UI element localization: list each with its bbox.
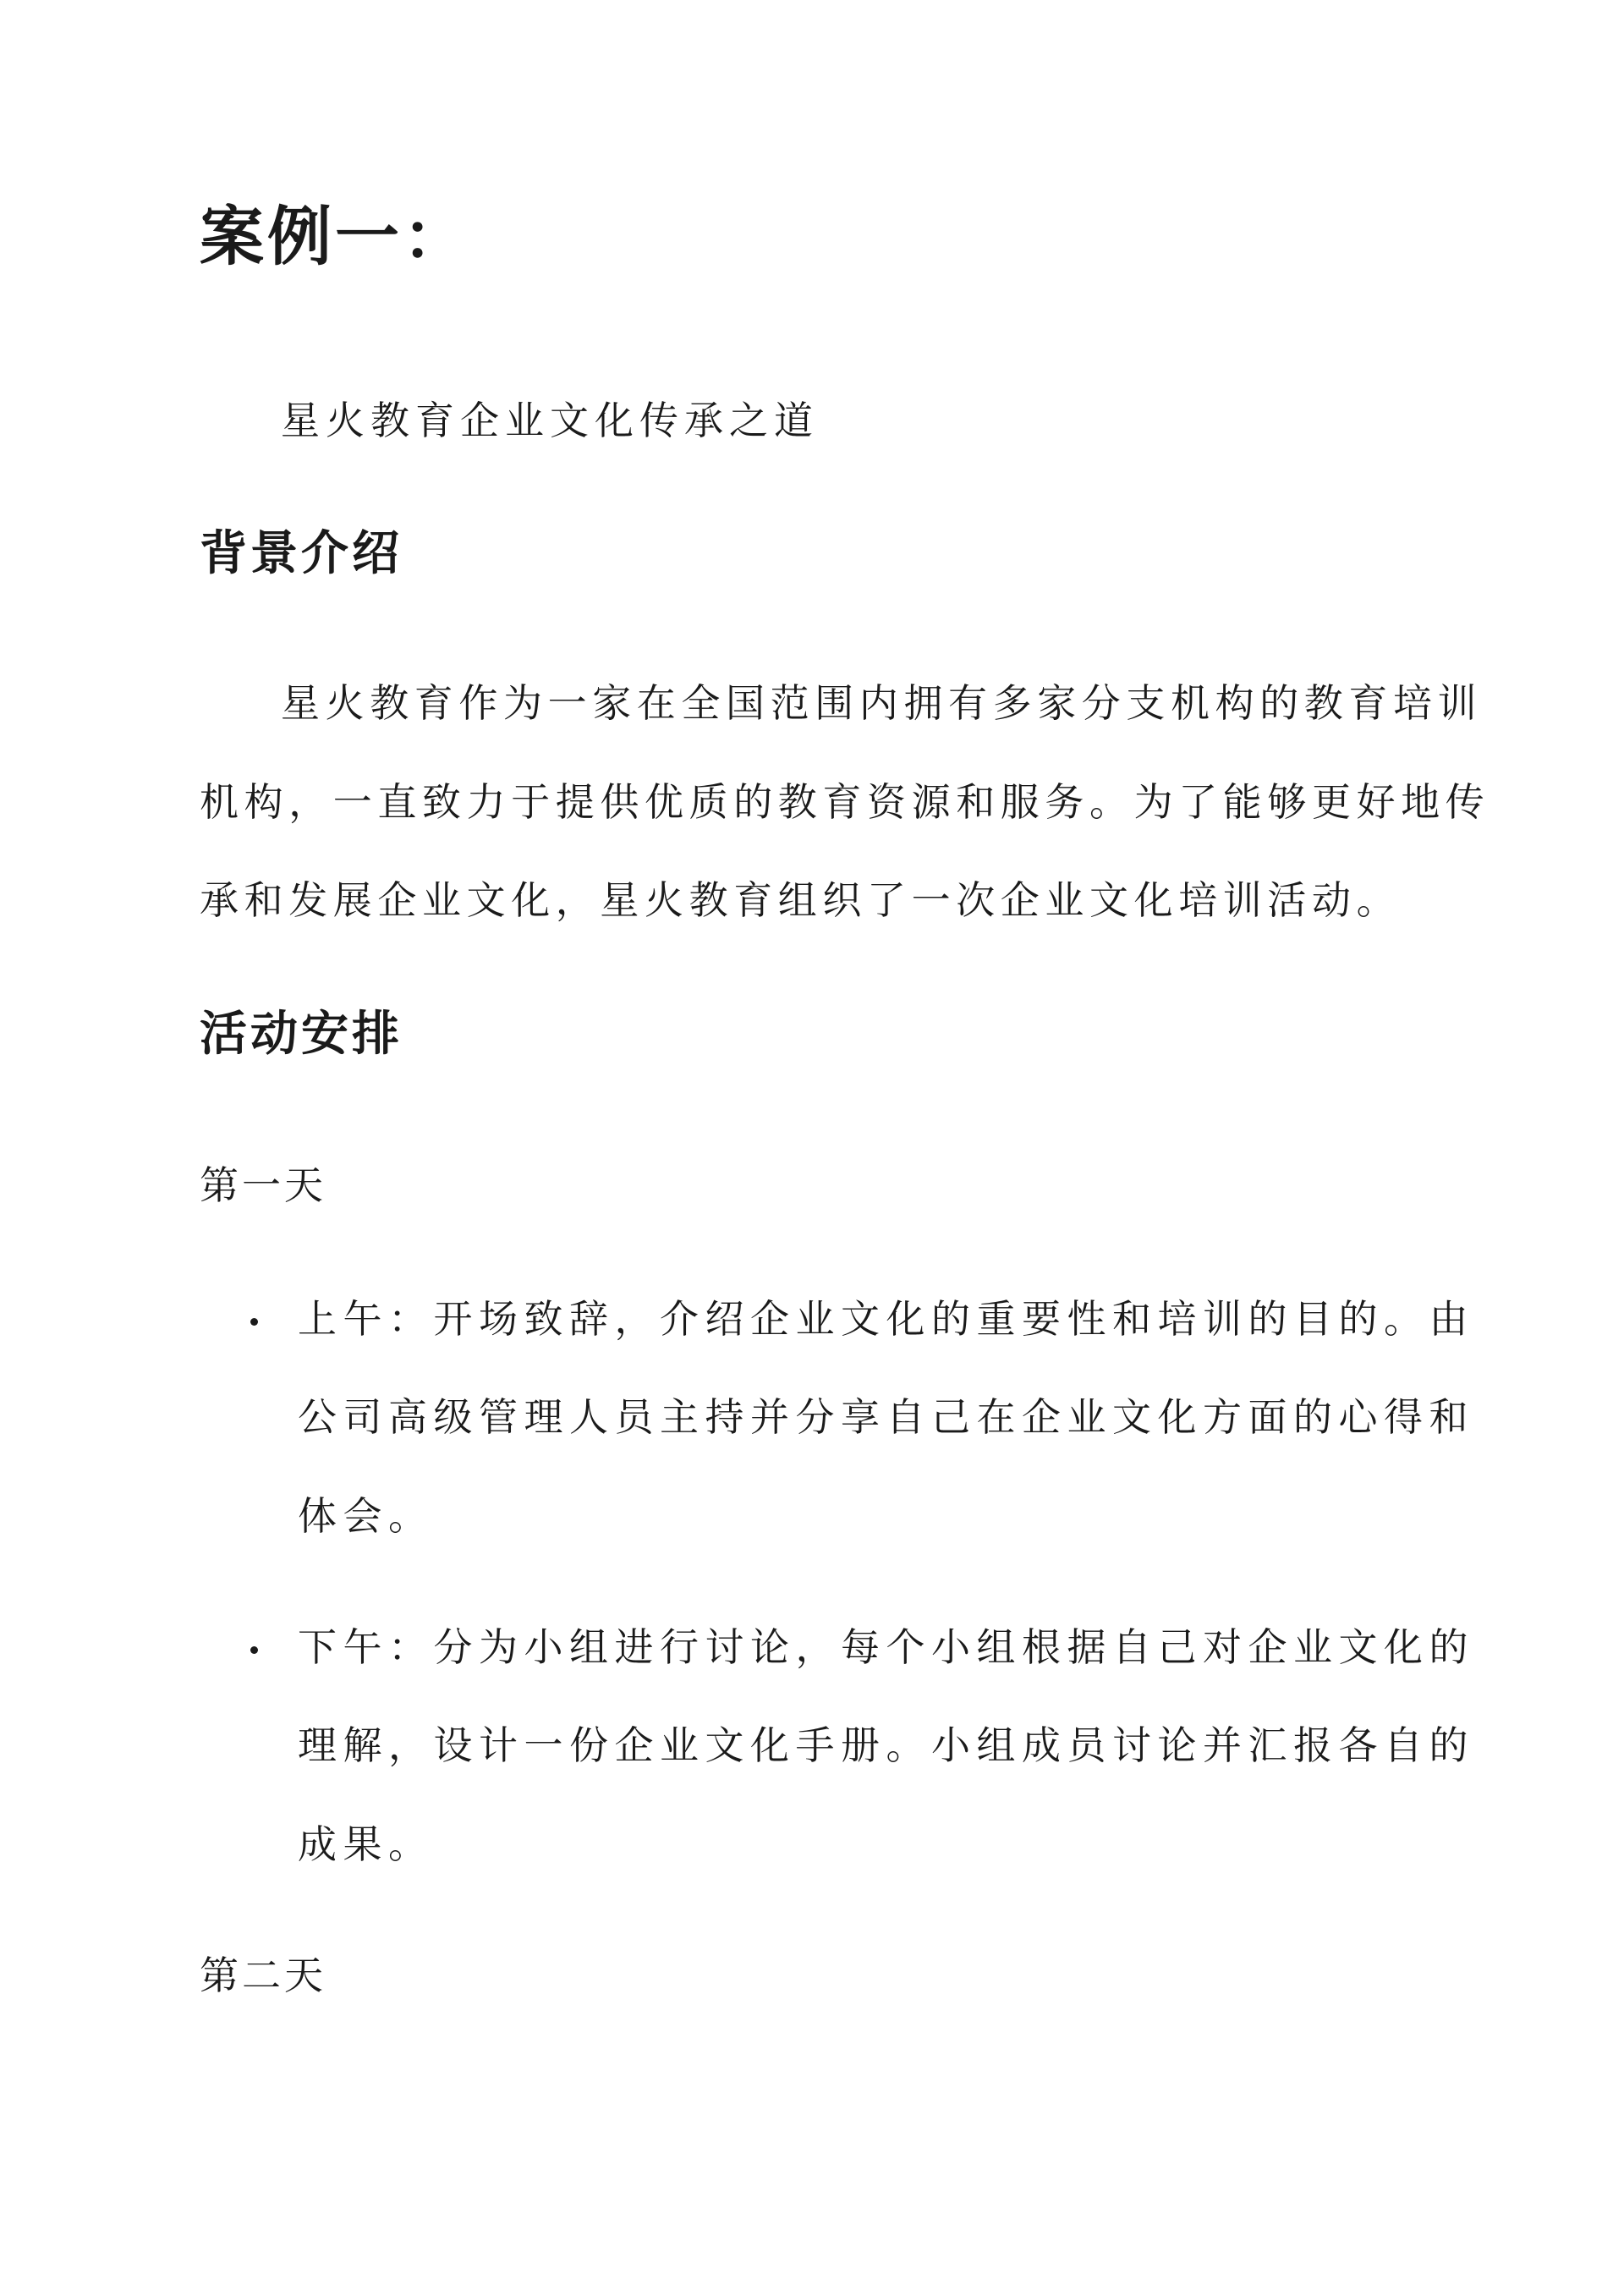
- background-paragraph-line-1: 星火教育作为一家在全国范围内拥有多家分支机构的教育培训: [281, 680, 1483, 726]
- bullet-dot: [250, 1646, 258, 1654]
- activity-heading: 活动安排: [200, 1006, 403, 1062]
- case-subtitle: 星火教育企业文化传承之道: [281, 398, 819, 443]
- day-one-heading: 第一天: [200, 1162, 326, 1208]
- background-paragraph-line-3: 承和发展企业文化，星火教育组织了一次企业文化培训活动。: [200, 877, 1402, 923]
- background-paragraph-line-2: 机构，一直致力于提供优质的教育资源和服务。为了能够更好地传: [200, 779, 1490, 825]
- afternoon-item-line-1: 下午：分为小组进行讨论，每个小组根据自己对企业文化的: [298, 1624, 1474, 1670]
- bullet-dot: [250, 1318, 258, 1326]
- afternoon-item-line-2: 理解，设计一份企业文化手册。小组成员讨论并汇报各自的: [298, 1722, 1474, 1768]
- morning-item-line-2: 公司高级管理人员主持并分享自己在企业文化方面的心得和: [298, 1394, 1474, 1440]
- morning-item-line-1: 上午：开场致辞，介绍企业文化的重要性和培训的目的。由: [298, 1296, 1474, 1342]
- day-two-heading: 第二天: [200, 1953, 326, 1998]
- background-heading: 背景介绍: [200, 525, 403, 581]
- case-title: 案例一：: [200, 199, 470, 274]
- afternoon-item-line-3: 成果。: [298, 1821, 434, 1867]
- morning-item-line-3: 体会。: [298, 1493, 434, 1539]
